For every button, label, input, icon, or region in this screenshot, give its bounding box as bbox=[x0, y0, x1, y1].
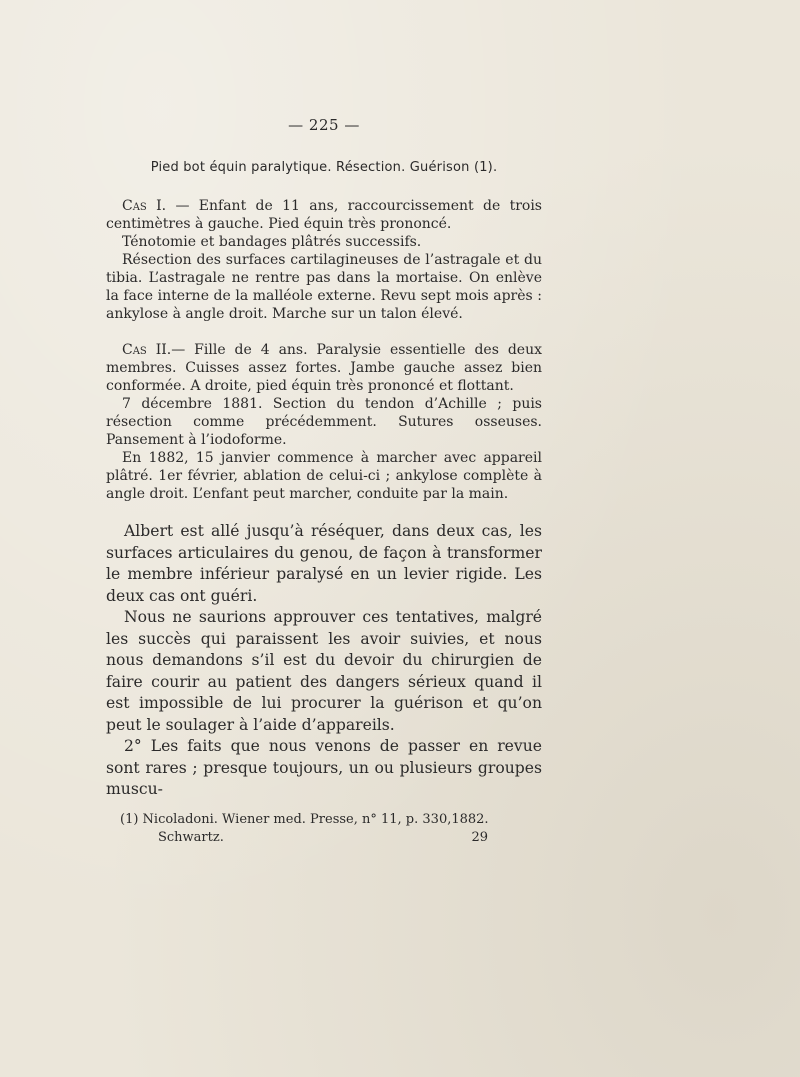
page-number: — 225 — bbox=[288, 116, 360, 134]
page-content bbox=[106, 116, 542, 801]
case2-paragraph bbox=[106, 341, 542, 395]
case-observations bbox=[106, 197, 542, 503]
case1-paragraph-2: Ténotomie et bandages plâtrés successifs. bbox=[122, 234, 422, 250]
case1-paragraph-3: Résection des surfaces cartilagineuses de l’astragale et du tibia. L’astragale ne rentre pas dans la mortaise. On enlève la face interne de la malléole externe. Revu sept mois après : ankylose à angle droit. Marche sur un talon élevé. bbox=[106, 252, 542, 322]
author-line: Schwartz. bbox=[158, 830, 224, 845]
signature-row bbox=[158, 830, 488, 845]
body-paragraph-2: Nous ne saurions approuver ces tentatives, malgré les succès qui paraissent les avoir suivies, et nous nous demandons s’il est du devoir du chirurgien de faire courir au patient des dangers sérieux quand il est impossible de lui procurer la guérison et qu’on peut le soulager à l’aide d’appareils. bbox=[106, 608, 542, 734]
section-heading: Pied bot équin paralytique. Résection. Guérison (1). bbox=[150, 160, 498, 175]
body-paragraph-1: Albert est allé jusqu’à réséquer, dans deux cas, les surfaces articulaires du genou, de façon à transformer le membre inférieur paralysé en un levier rigide. Les deux cas ont guéri. bbox=[106, 522, 542, 605]
body-paragraph-3: 2° Les faits que nous venons de passer en revue sont rares ; presque toujours, un ou plusieurs groupes muscu- bbox=[106, 737, 542, 798]
case1-paragraph bbox=[106, 197, 542, 233]
case1-label: Cas I. bbox=[122, 198, 167, 214]
case2-text: — Fille de 4 ans. Paralysie essentielle des deux membres. Cuisses assez fortes. Jambe gauche assez bien conformée. A droite, pied équin très prononcé et flottant. bbox=[106, 342, 542, 394]
case2-label: Cas II. bbox=[122, 342, 172, 358]
signature-number: 29 bbox=[471, 830, 488, 845]
case1-text: — Enfant de 11 ans, raccourcissement de trois centimètres à gauche. Pied équin très prononcé. bbox=[106, 198, 542, 232]
footnote: (1) Nicoladoni. Wiener med. Presse, n° 11, p. 330,1882. bbox=[120, 812, 489, 827]
case2-paragraph-2: 7 décembre 1881. Section du tendon d’Achille ; puis résection comme précédemment. Sutures osseuses. Pansement à l’iodoforme. bbox=[106, 396, 542, 448]
case2-paragraph-3: En 1882, 15 janvier commence à marcher avec appareil plâtré. 1er février, ablation de celui-ci ; ankylose complète à angle droit. L’enfant peut marcher, conduite par la main. bbox=[106, 450, 542, 502]
body-text bbox=[106, 521, 542, 801]
